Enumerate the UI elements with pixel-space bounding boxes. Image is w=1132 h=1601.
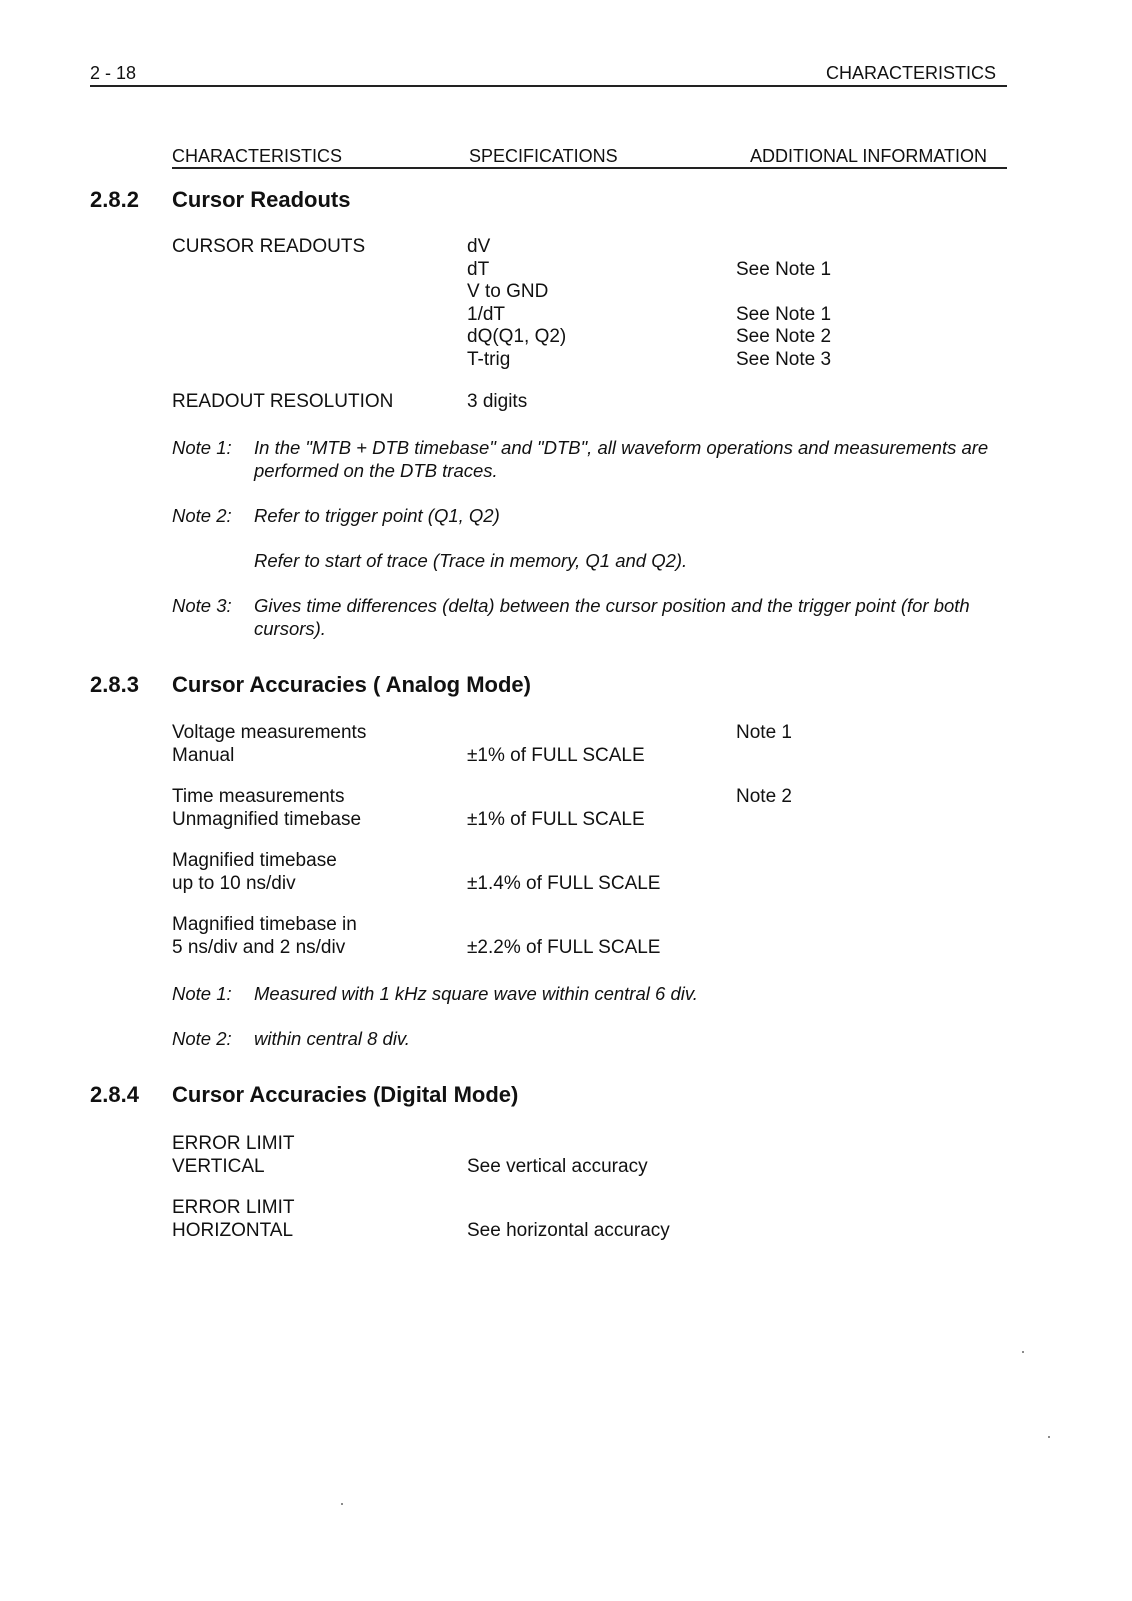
readout-item: T-trig <box>467 348 511 370</box>
readout-note: See Note 3 <box>736 348 832 370</box>
column-header-rule <box>172 167 1007 169</box>
characteristic-line: Unmagnified timebase <box>172 809 362 830</box>
section-title: Cursor Accuracies (Digital Mode) <box>172 1082 519 1107</box>
cursor-readouts-label: CURSOR READOUTS <box>172 236 366 257</box>
characteristic-line: 5 ns/div and 2 ns/div <box>172 937 346 958</box>
characteristic-line: Time measurements <box>172 786 345 807</box>
cursor-readouts-list <box>467 236 566 371</box>
characteristic-line: up to 10 ns/div <box>172 873 296 894</box>
section-number: 2.8.2 <box>90 187 139 212</box>
readout-note: See Note 1 <box>736 303 832 325</box>
characteristic-line: VERTICAL <box>172 1156 265 1177</box>
note-text: performed on the DTB traces. <box>254 460 498 481</box>
scan-speck <box>341 1503 343 1505</box>
section-number: 2.8.3 <box>90 672 139 697</box>
note-label: Note 2: <box>172 1028 232 1049</box>
cursor-readouts-notes <box>736 236 831 371</box>
characteristic-line: Magnified timebase <box>172 850 337 871</box>
column-header-additional-information: ADDITIONAL INFORMATION <box>750 146 988 166</box>
section-title: Cursor Accuracies ( Analog Mode) <box>172 672 531 697</box>
scan-speck <box>1022 1351 1024 1353</box>
characteristic-line: Magnified timebase in <box>172 914 357 935</box>
readout-item: dQ(Q1, Q2) <box>467 326 567 347</box>
header-rule <box>90 85 1007 87</box>
section-title: Cursor Readouts <box>172 187 351 212</box>
specification-value: ±2.2% of FULL SCALE <box>467 937 661 958</box>
characteristic-line: Voltage measurements <box>172 722 367 743</box>
specification-value: See vertical accuracy <box>467 1156 648 1177</box>
readout-resolution-label: READOUT RESOLUTION <box>172 391 394 412</box>
readout-item: dV <box>467 236 491 257</box>
note-text: Refer to start of trace (Trace in memory, Q1 and Q2). <box>254 550 688 571</box>
specification-value: ±1% of FULL SCALE <box>467 745 645 766</box>
readout-item: V to GND <box>467 281 549 302</box>
note-text: In the "MTB + DTB timebase" and "DTB", all waveform operations and measurements are <box>254 437 989 458</box>
specification-value: ±1.4% of FULL SCALE <box>467 873 661 894</box>
note-text: Refer to trigger point (Q1, Q2) <box>254 505 500 526</box>
readout-item: 1/dT <box>467 303 506 325</box>
note-text: Gives time differences (delta) between the cursor position and the trigger point (for both <box>254 595 970 616</box>
characteristic-line: ERROR LIMIT <box>172 1197 295 1218</box>
readout-note <box>736 281 831 304</box>
readout-note: See Note 1 <box>736 258 832 280</box>
chapter-title: CHARACTERISTICS <box>826 63 997 83</box>
note-label: Note 1: <box>172 437 232 458</box>
specification-value: See horizontal accuracy <box>467 1220 670 1241</box>
characteristic-line: HORIZONTAL <box>172 1220 294 1241</box>
note-label: Note 3: <box>172 595 232 616</box>
specification-value: ±1% of FULL SCALE <box>467 809 645 830</box>
column-header-specifications: SPECIFICATIONS <box>469 146 618 166</box>
note-text: Measured with 1 kHz square wave within central 6 div. <box>254 983 698 1004</box>
scan-speck <box>1048 1436 1050 1438</box>
note-label: Note 1: <box>172 983 232 1004</box>
page-number: 2 - 18 <box>90 63 137 83</box>
additional-info: Note 2 <box>736 786 792 807</box>
note-label: Note 2: <box>172 505 232 526</box>
characteristic-line: Manual <box>172 745 235 766</box>
column-header-characteristics: CHARACTERISTICS <box>172 146 343 166</box>
section-number: 2.8.4 <box>90 1082 139 1107</box>
note-text: within central 8 div. <box>254 1028 410 1049</box>
readout-item: dT <box>467 258 490 280</box>
note-text: cursors). <box>254 618 326 639</box>
readout-note: See Note 2 <box>736 326 832 347</box>
readout-note <box>736 236 831 259</box>
readout-resolution-value: 3 digits <box>467 391 528 412</box>
additional-info: Note 1 <box>736 722 792 743</box>
characteristic-line: ERROR LIMIT <box>172 1133 295 1154</box>
